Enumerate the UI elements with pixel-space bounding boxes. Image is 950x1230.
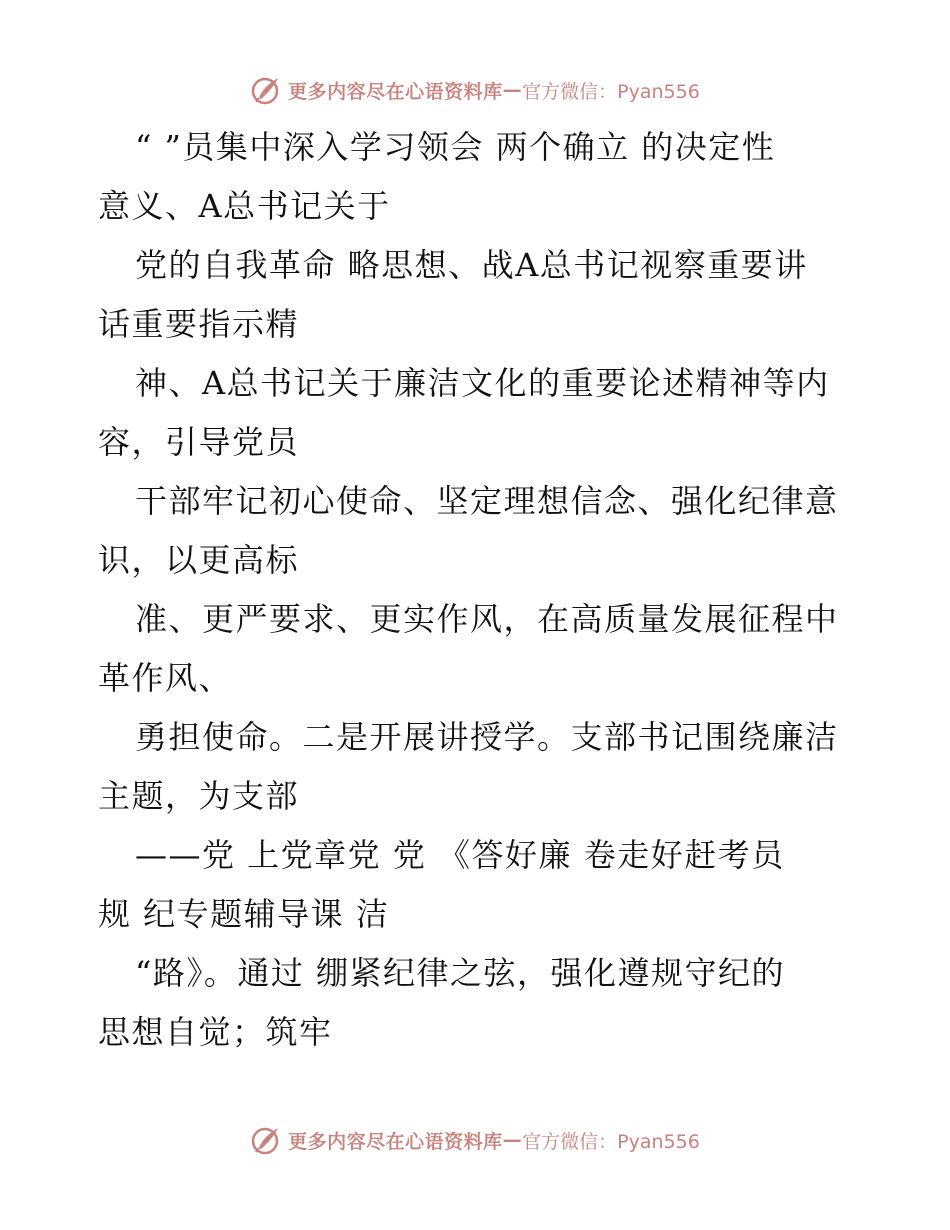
body-line: 革作风、 — [98, 659, 233, 697]
body-line: 主题，为支部 — [98, 777, 300, 815]
body-line: 神、A总书记关于廉洁文化的重要论述精神等内 — [135, 364, 830, 402]
body-line: 准、更严要求、更实作风，在高质量发展征程中 — [135, 600, 839, 638]
quill-pen-logo-icon — [250, 74, 282, 106]
header-separator: — — [502, 79, 523, 101]
document-body — [98, 118, 858, 1062]
footer-banner — [0, 1120, 950, 1160]
body-line: 意义、A总书记关于 — [98, 187, 391, 225]
footer-wechat-text: 官方微信：Pyan556 — [522, 1130, 700, 1153]
body-line: ——党 上党章党 党 《答好廉 卷走好赶考员 — [135, 836, 785, 874]
header-banner — [0, 70, 950, 110]
body-line: 话重要指示精 — [98, 305, 300, 343]
footer-site-text: 更多内容尽在心语资料库 — [288, 1130, 503, 1153]
body-line: 容，引导党员 — [98, 423, 300, 461]
body-line: “路》。通过 绷紧纪律之弦，强化遵规守纪的 — [135, 954, 786, 992]
body-line: 勇担使命。二是开展讲授学。支部书记围绕廉洁 — [135, 718, 839, 756]
body-line: 识，以更高标 — [98, 541, 300, 579]
body-line: “ ”员集中深入学习领会 两个确立 的决定性 — [135, 128, 776, 166]
body-line: 规 纪专题辅导课 洁 — [98, 895, 390, 933]
footer-separator: — — [502, 1129, 523, 1151]
body-line: 思想自觉；筑牢 — [98, 1013, 333, 1051]
quill-pen-logo-icon — [250, 1124, 282, 1156]
header-site-text: 更多内容尽在心语资料库 — [288, 80, 503, 103]
header-wechat-text: 官方微信：Pyan556 — [522, 80, 700, 103]
body-line: 干部牢记初心使命、坚定理想信念、强化纪律意 — [135, 482, 839, 520]
body-line: 党的自我革命 略思想、战A总书记视察重要讲 — [135, 246, 808, 284]
